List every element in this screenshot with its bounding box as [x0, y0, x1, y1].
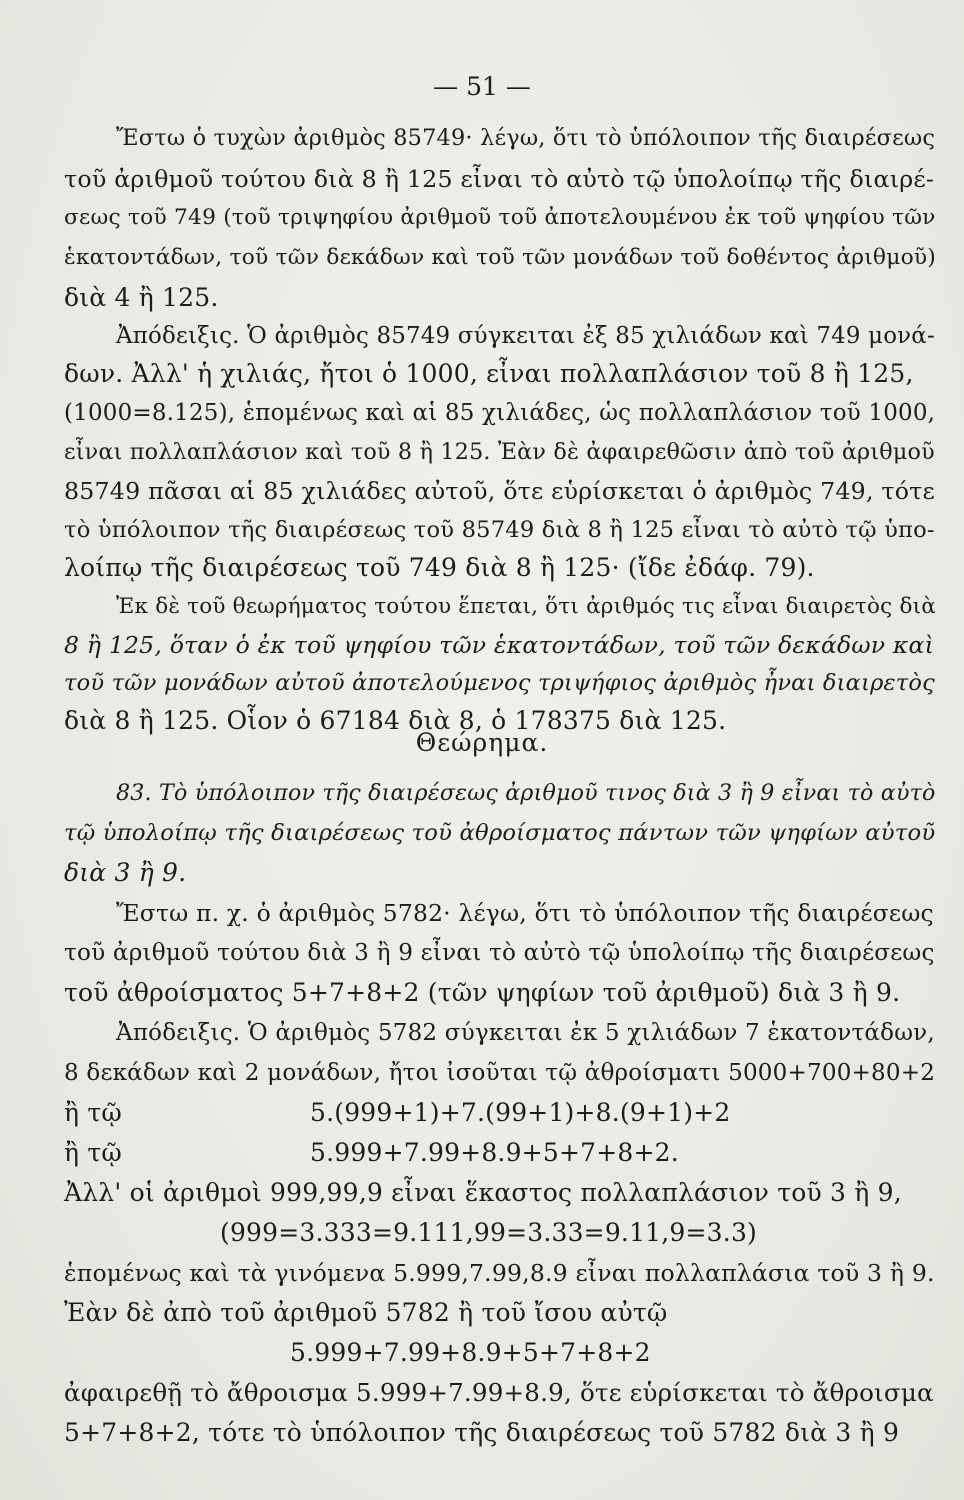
- text-line: σεως τοῦ 749 (τοῦ τριψηφίου ἀριθμοῦ τοῦ ἀποτελουμένου ἐκ τοῦ ψηφίου τῶν: [64, 205, 936, 230]
- equation-line: 5.999+7.99+8.9+5+7+8+2.: [310, 1138, 679, 1167]
- text-line: 8 ἢ 125, ὅταν ὁ ἐκ τοῦ ψηφίου τῶν ἑκατοντάδων, τοῦ τῶν δεκάδων καὶ: [64, 631, 935, 659]
- equation-line: 5.999+7.99+8.9+5+7+8+2: [290, 1338, 651, 1367]
- text-line: τοῦ τῶν μονάδων αὐτοῦ ἀποτελούμενος τριψήφιος ἀριθμὸς ἦναι διαιρετὸς: [64, 670, 935, 696]
- text-line: 85749 πᾶσαι αἱ 85 χιλιάδες αὐτοῦ, ὅτε εὑρίσκεται ὁ ἀριθμὸς 749, τότε: [64, 477, 935, 505]
- text-line: διὰ 4 ἢ 125.: [64, 283, 219, 312]
- text-line: τοῦ ἀριθμοῦ τούτου διὰ 3 ἢ 9 εἶναι τὸ αὐτὸ τῷ ὑπολοίπῳ τῆς διαιρέσεως: [64, 940, 935, 966]
- text-line: τοῦ ἀριθμοῦ τούτου διὰ 8 ἢ 125 εἶναι τὸ αὐτὸ τῷ ὑπολοίπῳ τῆς διαιρέ-: [64, 165, 935, 193]
- text-line: ἢ τῷ: [64, 1098, 122, 1127]
- equation-line: 5.(999+1)+7.(99+1)+8.(9+1)+2: [310, 1098, 731, 1127]
- section-heading: Θεώρημα.: [415, 728, 549, 757]
- text-line: Ἔστω π. χ. ὁ ἀριθμὸς 5782· λέγω, ὅτι τὸ ὑπόλοιπον τῆς διαιρέσεως: [116, 899, 934, 927]
- text-line: διὰ 3 ἢ 9.: [64, 858, 187, 887]
- text-line: τῷ ὑπολοίπῳ τῆς διαιρέσεως τοῦ ἀθροίσματος πάντων τῶν ψηφίων αὐτοῦ: [64, 820, 936, 846]
- text-line: διὰ 8 ἢ 125. Οἷον ὁ 67184 διὰ 8, ὁ 178375 διὰ 125.: [64, 706, 727, 735]
- text-line: Ἀλλ' οἱ ἀριθμοὶ 999,99,9 εἶναι ἕκαστος πολλαπλάσιον τοῦ 3 ἢ 9,: [64, 1178, 902, 1207]
- equation-line: (999=3.333=9.111,99=3.33=9.11,9=3.3): [220, 1218, 757, 1247]
- text-line: 83. Τὸ ὑπόλοιπον τῆς διαιρέσεως ἀριθμοῦ τινος διὰ 3 ἢ 9 εἶναι τὸ αὐτὸ: [116, 780, 936, 806]
- text-line: δων. Ἀλλ' ἡ χιλιάς, ἤτοι ὁ 1000, εἶναι πολλαπλάσιον τοῦ 8 ἢ 125,: [64, 359, 914, 388]
- page-number: — 51 —: [433, 72, 531, 101]
- text-line: λοίπῳ τῆς διαιρέσεως τοῦ 749 διὰ 8 ἢ 125· (ἴδε ἐδάφ. 79).: [64, 553, 815, 582]
- text-line: ἢ τῷ: [64, 1138, 122, 1167]
- text-line: ἀφαιρεθῇ τὸ ἄθροισμα 5.999+7.99+8.9, ὅτε εὑρίσκεται τὸ ἄθροισμα: [64, 1378, 934, 1407]
- text-line: Ἔστω ὁ τυχὼν ἀριθμὸς 85749· λέγω, ὅτι τὸ ὑπόλοιπον τῆς διαιρέσεως: [116, 125, 936, 151]
- text-line: 8 δεκάδων καὶ 2 μονάδων, ἤτοι ἰσοῦται τῷ ἀθροίσματι 5000+700+80+2: [64, 1060, 936, 1086]
- text-line: τὸ ὑπόλοιπον τῆς διαιρέσεως τοῦ 85749 διὰ 8 ἢ 125 εἶναι τὸ αὐτὸ τῷ ὑπο-: [64, 517, 935, 543]
- text-line: Ἐκ δὲ τοῦ θεωρήματος τούτου ἕπεται, ὅτι ἀριθμός τις εἶναι διαιρετὸς διὰ: [116, 594, 936, 619]
- text-line: ἑκατοντάδων, τοῦ τῶν δεκάδων καὶ τοῦ τῶν μονάδων τοῦ δοθέντος ἀριθμοῦ): [64, 245, 936, 270]
- text-line: τοῦ ἀθροίσματος 5+7+8+2 (τῶν ψηφίων τοῦ ἀριθμοῦ) διὰ 3 ἢ 9.: [64, 978, 901, 1007]
- text-line: Ἐὰν δὲ ἀπὸ τοῦ ἀριθμοῦ 5782 ἢ τοῦ ἴσου αὐτῷ: [64, 1298, 668, 1327]
- text-line: 5+7+8+2, τότε τὸ ὑπόλοιπον τῆς διαιρέσεως τοῦ 5782 διὰ 3 ἢ 9: [64, 1418, 900, 1447]
- text-line: Ἀπόδειξις. Ὁ ἀριθμὸς 85749 σύγκειται ἐξ 85 χιλιάδων καὶ 749 μονά-: [116, 323, 935, 349]
- text-line: ἑπομένως καὶ τὰ γινόμενα 5.999,7.99,8.9 εἶναι πολλαπλάσια τοῦ 3 ἢ 9.: [64, 1259, 935, 1287]
- text-line: (1000=8.125), ἑπομένως καὶ αἱ 85 χιλιάδες, ὡς πολλαπλάσιον τοῦ 1000,: [64, 400, 936, 426]
- text-line: Ἀπόδειξις. Ὁ ἀριθμὸς 5782 σύγκειται ἐκ 5 χιλιάδων 7 ἑκατοντάδων,: [116, 1020, 935, 1046]
- text-line: εἶναι πολλαπλάσιον καὶ τοῦ 8 ἢ 125. Ἐὰν δὲ ἀφαιρεθῶσιν ἀπὸ τοῦ ἀριθμοῦ: [64, 439, 935, 465]
